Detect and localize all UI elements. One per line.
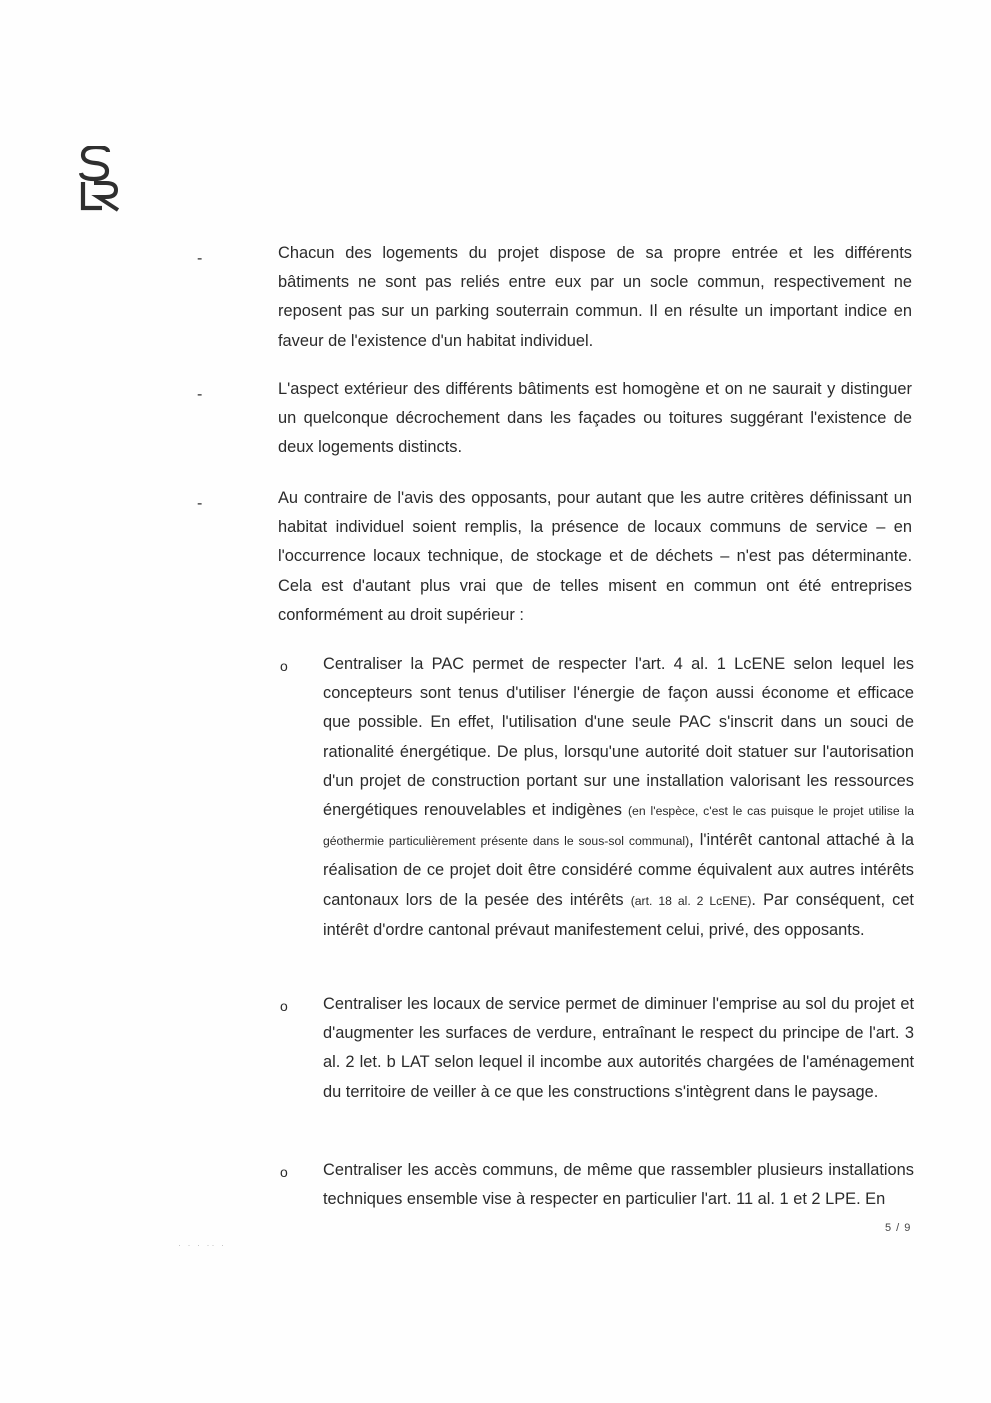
list-dash-2: - [197,386,203,403]
paragraph-3: Au contraire de l'avis des opposants, pour autant que les autre critères définissant un habitat individuel soient remplis, la présence de locaux communs de service – en l'occurrence locaux technique, de stockage et de déchets – n'est pas déterminante. Cela est d'autant plus vrai que de telles misent en commun ont été entreprises conformément au droit supérieur : [278,489,912,624]
subitem-2: Centraliser les locaux de service permet de diminuer l'emprise au sol du projet et d'augmenter les surfaces de verdure, entraînant le respect du principe de l'art. 3 al. 2 let. b LAT selon lequel il incombe aux autorités chargées de l'aménagement du territoire de veiller à ce que les constructions s'intègrent dans le paysage. [323,995,914,1101]
subitem-1-note-b: (art. 18 al. 2 LcENE) [630,893,752,908]
subitem-1 [323,650,914,945]
page-number: 5 / 9 [885,1222,912,1234]
paragraph-2: L'aspect extérieur des différents bâtiments est homogène et on ne saurait y distinguer un quelconque décrochement dans les façades ou toitures suggérant l'existence de deux logements distincts. [278,380,912,457]
list-dash-1: - [197,250,203,267]
sub-bullet-2: o [280,998,288,1014]
subitem-1-text-a: Centraliser la PAC permet de respecter l'art. 4 al. 1 LcENE selon lequel les concepteurs sont tenus d'utiliser l'énergie de façon aussi économe et efficace que possible. En effet, l'utilisation d'une seule PAC s'inscrit dans un souci de rationalité énergétique. De plus, lorsqu'une autorité doit statuer sur l'autorisation d'un projet de construction portant sur une installation valorisant les ressources énergétiques renouvelables et indigènes [323,655,914,820]
subitem-1-text-b: , l'intérêt cantonal attaché à la réalisation de ce projet doit être considéré comme équivalent aux autres intérêts cantonaux lors de la pesée des intérêts [323,831,914,909]
subitem-3: Centraliser les accès communs, de même que rassembler plusieurs installations techniques ensemble vise à respecter en particulier l'art. 11 al. 1 et 2 LPE. En [323,1161,914,1209]
paragraph-1: Chacun des logements du projet dispose de sa propre entrée et les différents bâtiments ne sont pas reliés entre eux par un socle commun, respectivement ne reposent pas sur un parking souterrain commun. Il en résulte un important indice en faveur de l'existence d'un habitat individuel. [278,244,912,350]
sub-bullet-1: o [280,658,288,674]
firm-logo-icon [78,146,124,212]
sub-bullet-3: o [280,1164,288,1180]
subitem-1-note-a: (en l'espèce, c'est le cas puisque le projet utilise la géothermie particulièrement présente dans le sous-sol communal) [323,804,914,849]
scan-smudge: · · · ·· · [178,1240,226,1250]
subitem-1-text-c: . Par conséquent, cet intérêt d'ordre cantonal prévaut manifestement celui, privé, des opposants. [323,890,914,939]
list-dash-3: - [197,495,203,512]
